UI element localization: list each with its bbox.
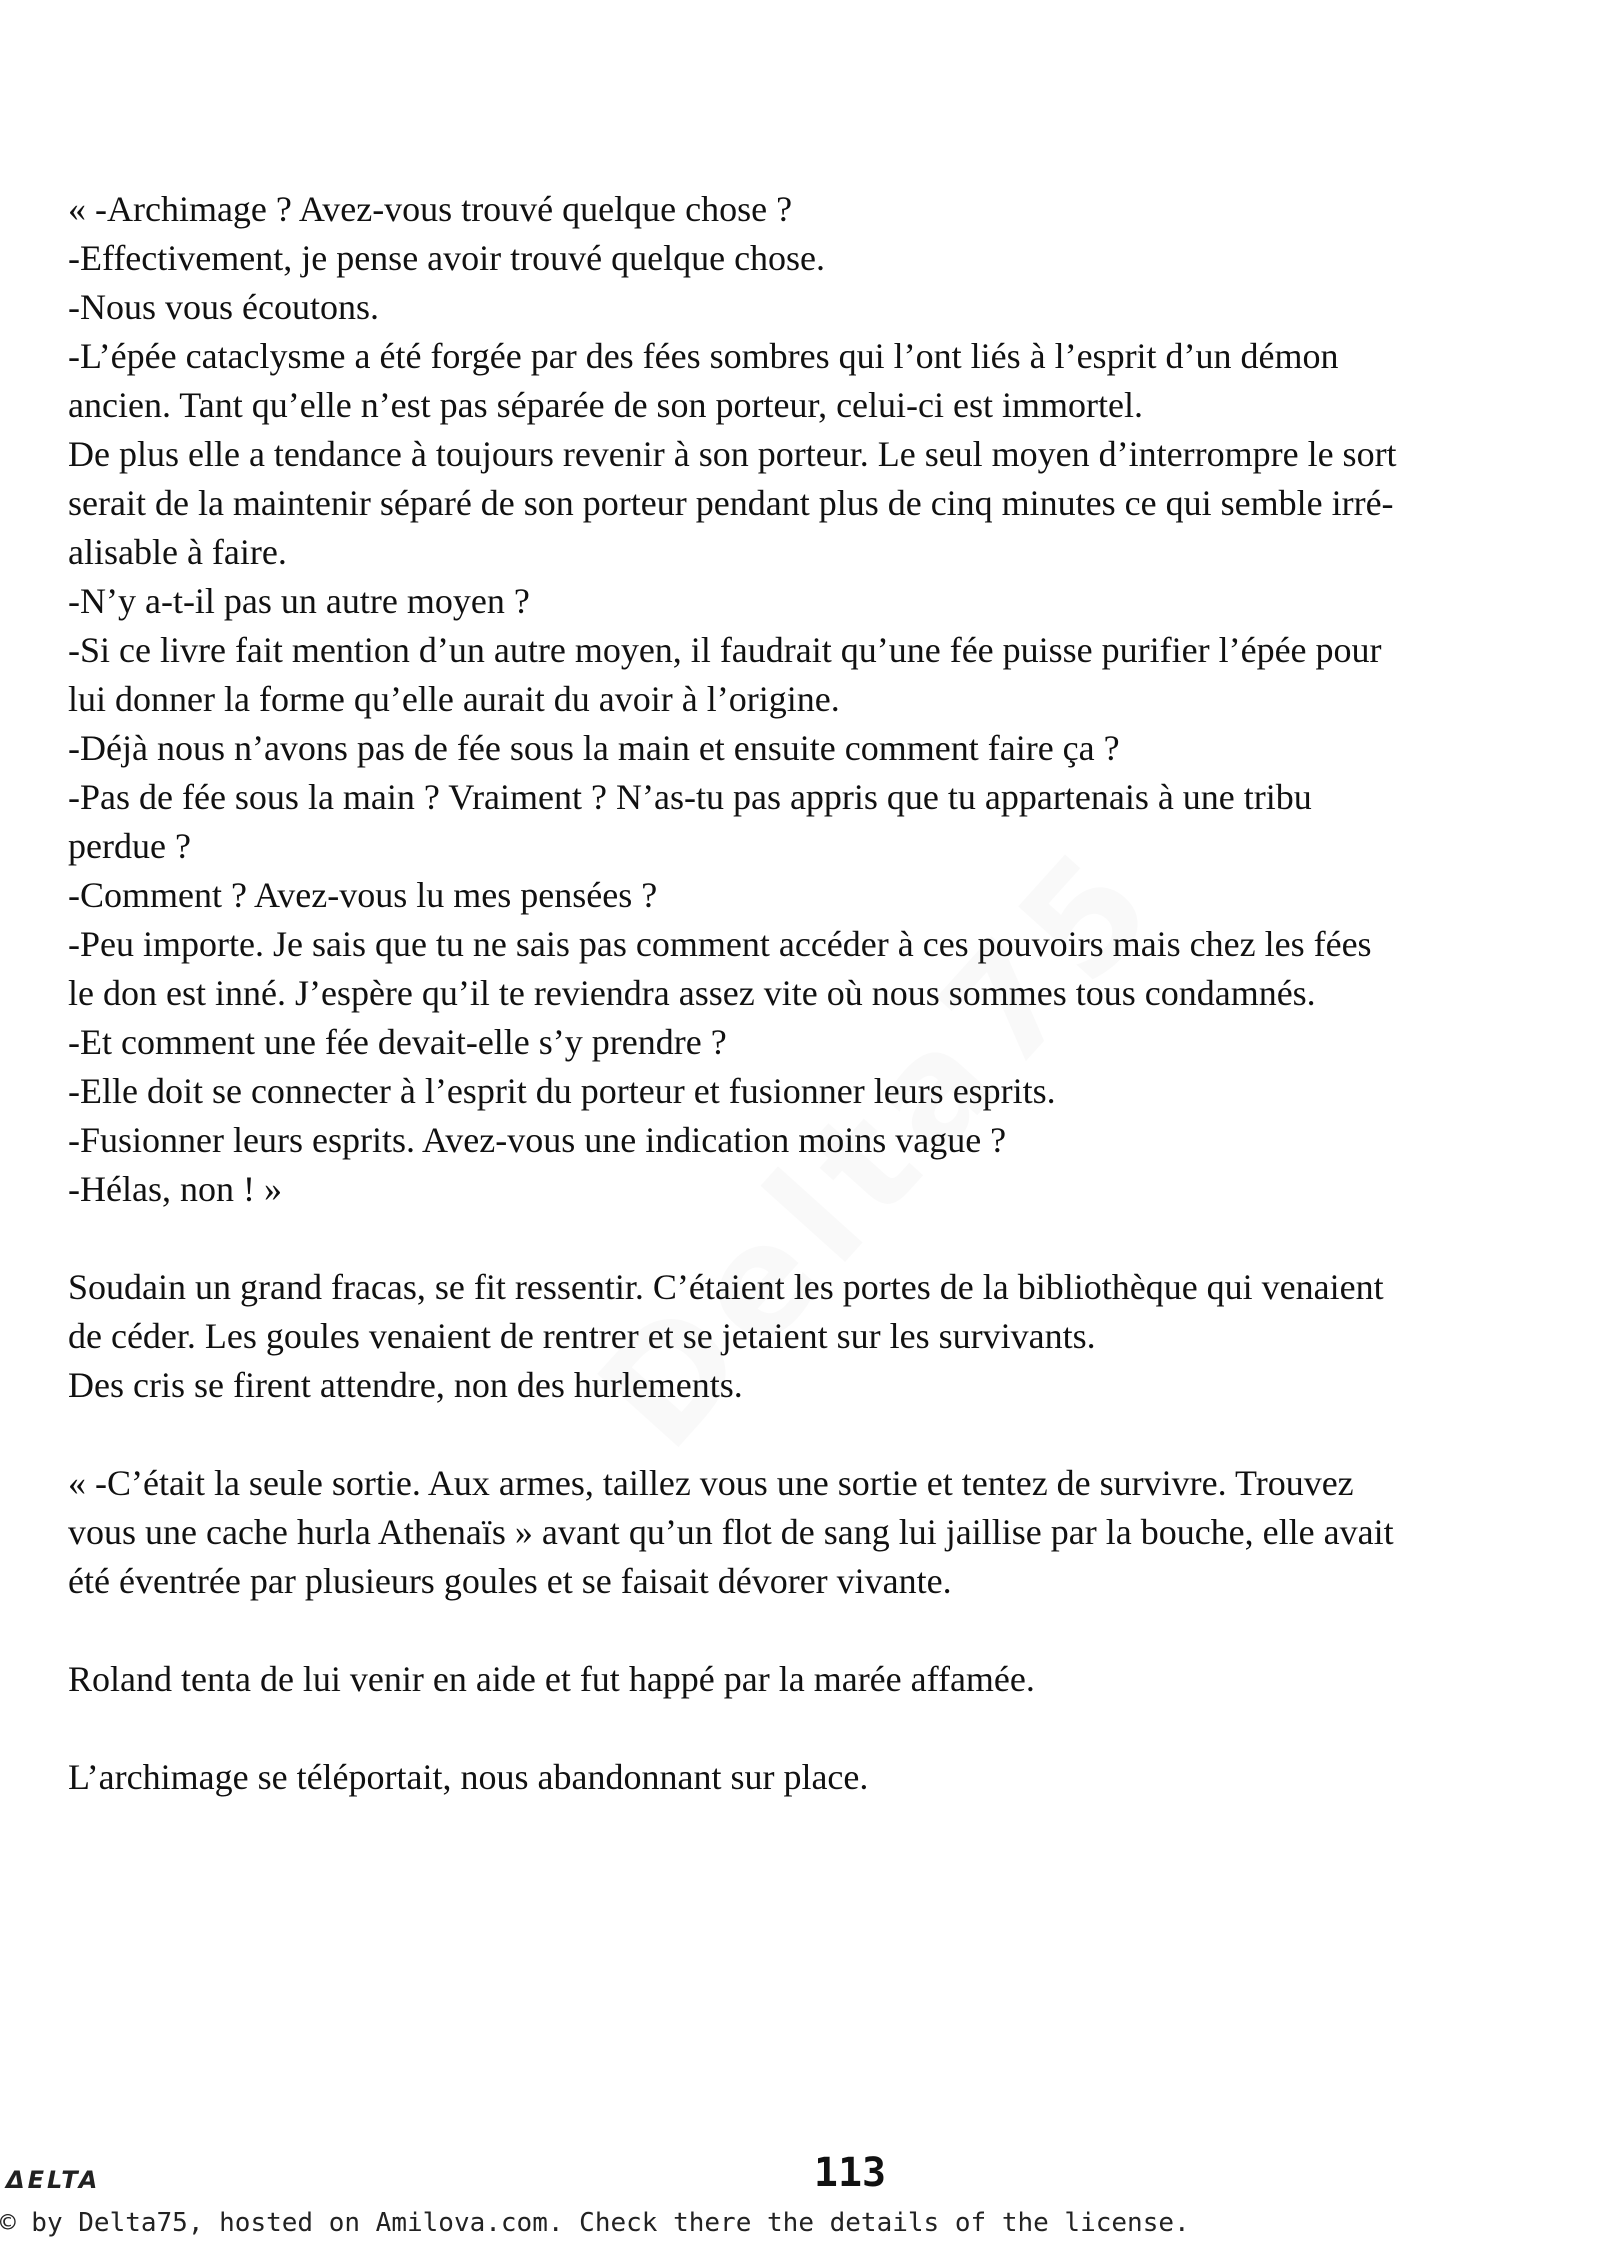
text-line: -Pas de fée sous la main ? Vraiment ? N’as-tu pas appris que tu appartenais à une tribu bbox=[68, 777, 1312, 817]
paragraph-narration-3 bbox=[68, 1753, 1568, 1802]
text-line: été éventrée par plusieurs goules et se faisait dévorer vivante. bbox=[68, 1561, 952, 1601]
paragraph-narration-1 bbox=[68, 1263, 1568, 1410]
text-line: -L’épée cataclysme a été forgée par des fées sombres qui l’ont liés à l’esprit d’un démon bbox=[68, 336, 1339, 376]
page-number: 113 bbox=[813, 2150, 887, 2196]
text-line: De plus elle a tendance à toujours revenir à son porteur. Le seul moyen d’interrompre le sort bbox=[68, 434, 1397, 474]
paragraph-narration-2 bbox=[68, 1655, 1568, 1704]
text-line: -Effectivement, je pense avoir trouvé quelque chose. bbox=[68, 238, 826, 278]
text-line: -Nous vous écoutons. bbox=[68, 287, 379, 327]
text-line: vous une cache hurla Athenaïs » avant qu’un flot de sang lui jaillise par la bouche, elle avait bbox=[68, 1512, 1394, 1552]
text-line: -Et comment une fée devait-elle s’y prendre ? bbox=[68, 1022, 727, 1062]
text-line: « -Archimage ? Avez-vous trouvé quelque chose ? bbox=[68, 189, 793, 229]
copyright-notice: © by Delta75, hosted on Amilova.com. Check there the details of the license. bbox=[0, 2208, 1190, 2238]
body-text bbox=[68, 185, 1568, 1802]
paragraph-gap bbox=[68, 1606, 1568, 1655]
text-line: -Si ce livre fait mention d’un autre moyen, il faudrait qu’une fée puisse purifier l’épée pour bbox=[68, 630, 1382, 670]
text-line: -Hélas, non ! » bbox=[68, 1169, 282, 1209]
text-line: perdue ? bbox=[68, 826, 191, 866]
text-line: « -C’était la seule sortie. Aux armes, taillez vous une sortie et tentez de survivre. Trouvez bbox=[68, 1463, 1354, 1503]
text-line: de céder. Les goules venaient de rentrer et se jetaient sur les survivants. bbox=[68, 1316, 1096, 1356]
text-line: serait de la maintenir séparé de son porteur pendant plus de cinq minutes ce qui semble irré- bbox=[68, 483, 1394, 523]
paragraph-dialogue-2 bbox=[68, 1459, 1568, 1606]
text-line: alisable à faire. bbox=[68, 532, 287, 572]
text-line: le don est inné. J’espère qu’il te reviendra assez vite où nous sommes tous condamnés. bbox=[68, 973, 1316, 1013]
delta-logo: ΔELTA bbox=[6, 2166, 101, 2194]
text-line: ancien. Tant qu’elle n’est pas séparée de son porteur, celui-ci est immortel. bbox=[68, 385, 1143, 425]
paragraph-dialogue-1 bbox=[68, 185, 1568, 1214]
text-line: -Déjà nous n’avons pas de fée sous la main et ensuite comment faire ça ? bbox=[68, 728, 1120, 768]
text-line: lui donner la forme qu’elle aurait du avoir à l’origine. bbox=[68, 679, 840, 719]
text-line: -Peu importe. Je sais que tu ne sais pas comment accéder à ces pouvoirs mais chez les fées bbox=[68, 924, 1372, 964]
text-line: -N’y a-t-il pas un autre moyen ? bbox=[68, 581, 530, 621]
paragraph-gap bbox=[68, 1214, 1568, 1263]
text-line: Soudain un grand fracas, se fit ressentir. C’étaient les portes de la bibliothèque qui venaient bbox=[68, 1267, 1384, 1307]
text-line: L’archimage se téléportait, nous abandonnant sur place. bbox=[68, 1757, 869, 1797]
text-line: -Comment ? Avez-vous lu mes pensées ? bbox=[68, 875, 658, 915]
paragraph-gap bbox=[68, 1704, 1568, 1753]
text-line: -Fusionner leurs esprits. Avez-vous une indication moins vague ? bbox=[68, 1120, 1007, 1160]
text-line: Des cris se firent attendre, non des hurlements. bbox=[68, 1365, 743, 1405]
paragraph-gap bbox=[68, 1410, 1568, 1459]
text-line: -Elle doit se connecter à l’esprit du porteur et fusionner leurs esprits. bbox=[68, 1071, 1056, 1111]
text-line: Roland tenta de lui venir en aide et fut happé par la marée affamée. bbox=[68, 1659, 1035, 1699]
